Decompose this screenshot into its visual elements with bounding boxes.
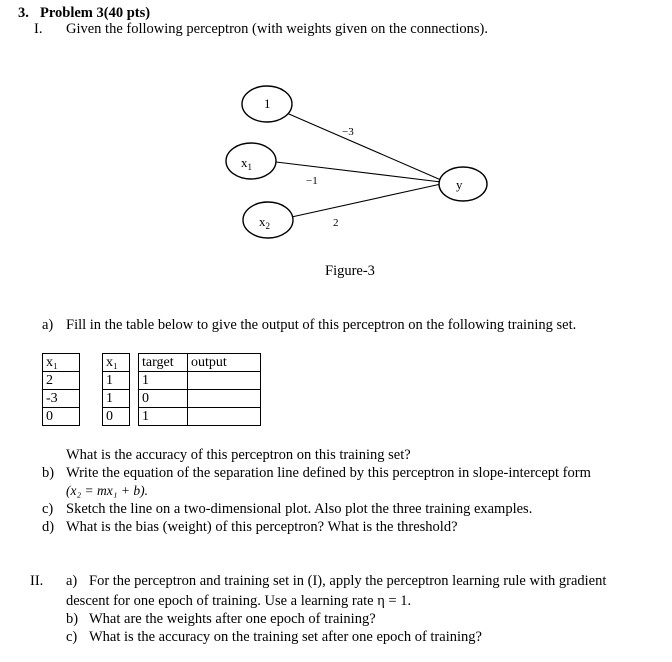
table-header-cell: x₁ [103,354,130,372]
table-header-row [43,354,261,372]
part2-a-label: a) [66,573,78,589]
node-x1 [226,143,276,179]
part1-c-label: c) [42,501,54,517]
table-cell: 1 [103,390,130,408]
table-header-cell: target [139,354,188,372]
part2-b-text: What are the weights after one epoch of training? [89,611,376,627]
node-bias-label: 1 [264,96,271,111]
table-header-cell: x₁ [43,354,80,372]
weight-x2: 2 [333,217,339,229]
edge-x2-output [287,184,441,218]
part1-a-text: Fill in the table below to give the output of this perceptron on the following training set. [66,317,577,333]
part2-a-text-line1: For the perceptron and training set in (I), apply the perceptron learning rule with gradient [89,573,607,589]
node-x1-label: $x_1$ [241,155,252,172]
node-x2 [243,202,293,238]
table-row [43,390,261,408]
part1-d-label: d) [42,519,55,535]
accuracy-question: What is the accuracy of this perceptron on this training set? [66,447,411,463]
node-output-label: y [456,177,463,192]
table-row [43,408,261,426]
table-cell: -3 [43,390,80,408]
weight-bias: −3 [342,126,354,138]
part1-b-label: b) [42,465,55,481]
training-table [42,353,261,426]
table-cell: 1 [139,372,188,390]
part2-numeral: II. [30,573,44,589]
part2-c-label: c) [66,629,78,645]
edge-x1-output [276,162,441,182]
part1-a-label: a) [42,317,54,333]
part1-d-text: What is the bias (weight) of this perceptron? What is the threshold? [66,519,458,535]
figure-caption: Figure-3 [325,263,375,279]
table-cell: 1 [139,408,188,426]
part2-c-text: What is the accuracy on the training set after one epoch of training? [89,629,482,645]
node-x2-label: $x_2$ [259,214,270,231]
table-cell: 2 [43,372,80,390]
table-output-cell[interactable] [188,390,261,408]
part1-numeral: I. [34,21,43,37]
problem-title: Problem 3(40 pts) [40,5,151,21]
part2-b-label: b) [66,611,79,627]
table-cell: 0 [103,408,130,426]
table-header-cell: output [188,354,261,372]
node-output [439,167,487,201]
edge-bias-output [282,111,441,180]
table-output-cell[interactable] [188,408,261,426]
table-row [43,372,261,390]
part1-intro: Given the following perceptron (with weights given on the connections). [66,21,489,37]
problem-number: 3. [18,5,29,21]
part1-b-formula: (x₂ = mx₁ + b). [66,483,148,498]
table-cell: 1 [103,372,130,390]
table-cell: 0 [139,390,188,408]
table-output-cell[interactable] [188,372,261,390]
part1-c-text: Sketch the line on a two-dimensional plot. Also plot the three training examples. [66,501,533,517]
weight-x1: −1 [306,175,318,187]
part1-b-text: Write the equation of the separation line defined by this perceptron in slope-intercept form [66,465,591,481]
part2-a-text-line2: descent for one epoch of training. Use a learning rate η = 1. [66,593,412,609]
table-cell: 0 [43,408,80,426]
